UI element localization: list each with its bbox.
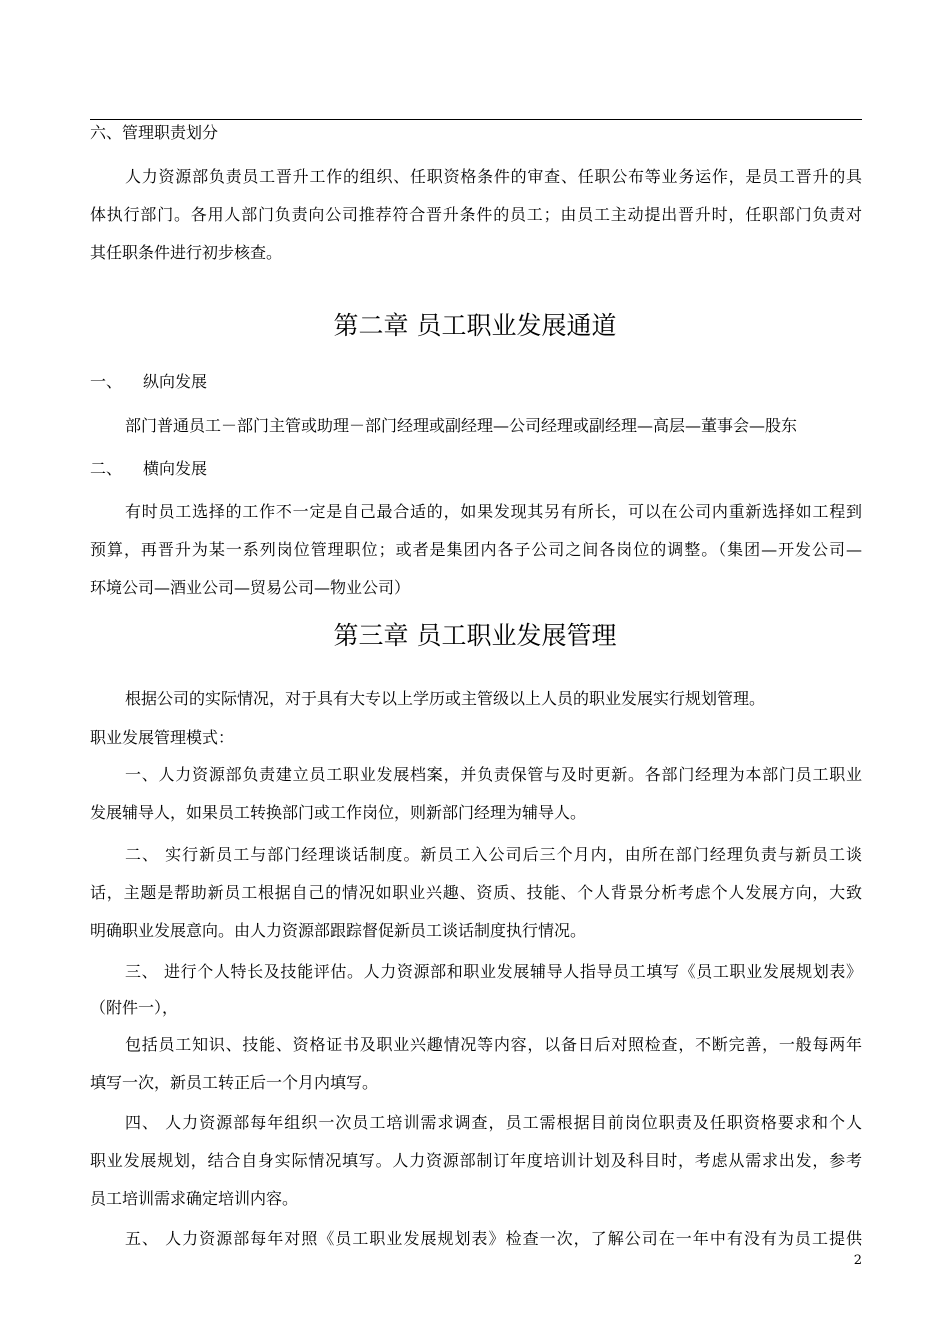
- subsection-heading: [90, 372, 862, 392]
- paragraph-line: 五、 人力资源部每年对照《员工职业发展规划表》检查一次，了解公司在一年中有没有为员工提供: [125, 1229, 862, 1248]
- paragraph-line: 体执行部门。各用人部门负责向公司推荐符合晋升条件的员工；由员工主动提出晋升时，任职部门负责对: [90, 205, 862, 224]
- paragraph-line: 话，主题是帮助新员工根据自己的情况如职业兴趣、资质、技能、个人背景分析考虑个人发展方向，大致: [90, 883, 862, 902]
- header-rule: [90, 119, 862, 120]
- page-number: 2: [853, 1253, 862, 1268]
- subsection-number: 二、: [90, 459, 123, 478]
- paragraph-line: 预算，再晋升为某一系列岗位管理职位；或者是集团内各子公司之间各岗位的调整。（集团—开发公司—: [90, 540, 862, 559]
- subsection-title: 横向发展: [143, 459, 208, 478]
- subsection-title: 纵向发展: [143, 372, 208, 391]
- paragraph-line: 部门普通员工－部门主管或助理－部门经理或副经理—公司经理或副经理—高层—董事会—股东: [125, 416, 798, 435]
- paragraph-line: 有时员工选择的工作不一定是自己最合适的，如果发现其另有所长，可以在公司内重新选择如工程到: [125, 502, 862, 521]
- subsection-heading: [90, 459, 862, 479]
- paragraph-line: （附件一），: [90, 998, 179, 1017]
- paragraph-line: 四、 人力资源部每年组织一次员工培训需求调查，员工需根据目前岗位职责及任职资格要求和个人: [125, 1113, 862, 1132]
- paragraph-line: 明确职业发展意向。由人力资源部跟踪督促新员工谈话制度执行情况。: [90, 921, 587, 940]
- paragraph-line: 职业发展规划，结合自身实际情况填写。人力资源部制订年度培训计划及科目时，考虑从需求出发，参考: [90, 1151, 862, 1170]
- paragraph-line: 发展辅导人，如果员工转换部门或工作岗位，则新部门经理为辅导人。: [90, 803, 587, 822]
- paragraph-line: 员工培训需求确定培训内容。: [90, 1189, 299, 1208]
- chapter-title: 第二章 员工职业发展通道: [333, 311, 617, 340]
- paragraph-line: 二、 实行新员工与部门经理谈话制度。新员工入公司后三个月内，由所在部门经理负责与新员工谈: [125, 845, 862, 864]
- section-heading: 六、管理职责划分: [90, 123, 219, 142]
- paragraph-line: 环境公司—酒业公司—贸易公司—物业公司）: [90, 578, 411, 597]
- paragraph-line: 填写一次，新员工转正后一个月内填写。: [90, 1073, 379, 1092]
- chapter-title: 第三章 员工职业发展管理: [333, 621, 617, 650]
- paragraph-line: 一、人力资源部负责建立员工职业发展档案，并负责保管与及时更新。各部门经理为本部门员工职业: [125, 765, 862, 784]
- paragraph-line: 职业发展管理模式：: [90, 728, 235, 747]
- subsection-number: 一、: [90, 372, 123, 391]
- paragraph-line: 根据公司的实际情况，对于具有大专以上学历或主管级以上人员的职业发展实行规划管理。: [125, 689, 766, 708]
- paragraph-line: 其任职条件进行初步核查。: [90, 243, 283, 262]
- paragraph-line: 人力资源部负责员工晋升工作的组织、任职资格条件的审查、任职公布等业务运作，是员工晋升的具: [125, 167, 862, 186]
- paragraph-line: 三、 进行个人特长及技能评估。人力资源部和职业发展辅导人指导员工填写《员工职业发展规划表》: [125, 962, 862, 981]
- paragraph-line: 包括员工知识、技能、资格证书及职业兴趣情况等内容，以备日后对照检查，不断完善，一般每两年: [125, 1035, 862, 1054]
